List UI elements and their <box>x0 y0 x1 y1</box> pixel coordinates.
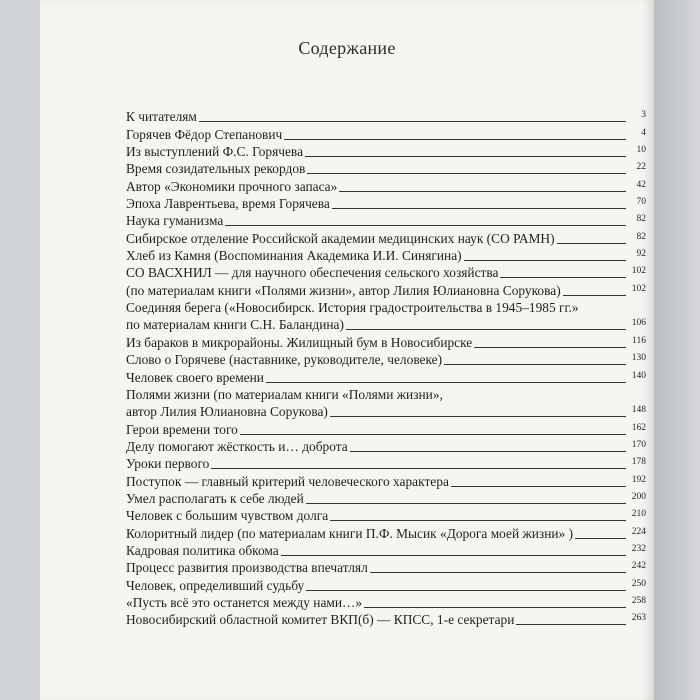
toc-entry-title: Горячев Фёдор Степанович <box>126 126 283 142</box>
toc-page-number: 148 <box>631 405 646 416</box>
toc-page-number: 42 <box>636 179 646 190</box>
toc-entry <box>126 575 646 592</box>
toc-entry <box>126 298 646 315</box>
toc-leader-line <box>330 416 626 417</box>
toc-entry <box>126 402 646 419</box>
toc-entry-title: Соединяя берега («Новосибирск. История градостроительства в 1945–1985 гг.» <box>126 300 579 316</box>
toc-page-number: 130 <box>631 353 646 364</box>
toc-entry <box>126 142 646 159</box>
toc-entry-title: Поступок — главный критерий человеческого характера <box>126 473 449 489</box>
toc-leader-line <box>557 243 626 244</box>
toc-page-number: 82 <box>636 231 646 242</box>
toc-entry-title: К читателям <box>126 109 197 125</box>
book-page <box>40 0 654 700</box>
toc-leader-line <box>575 538 626 539</box>
toc-entry-title: Колоритный лидер (по материалам книги П.Ф. Мысик «Дорога моей жизни» ) <box>126 525 574 541</box>
toc-entry <box>126 454 646 471</box>
toc-entry-title: Из бараков в микрорайоны. Жилищный бум в Новосибирске <box>126 334 473 350</box>
toc-entry <box>126 471 646 488</box>
toc-entry-title: Полями жизни (по материалам книги «Полями жизни», <box>126 386 443 402</box>
toc-entry-title: Уроки первого <box>126 456 210 472</box>
toc-page-number: 106 <box>631 318 646 329</box>
toc-leader-line <box>332 208 626 209</box>
table-of-contents <box>126 107 646 627</box>
toc-entry <box>126 489 646 506</box>
toc-leader-line <box>350 451 626 452</box>
toc-entry-title: Герои времени того <box>126 421 238 437</box>
toc-leader-line <box>516 624 626 625</box>
toc-entry-title: (по материалам книги «Полями жизни», автор Лилия Юлиановна Сорукова) <box>126 282 561 298</box>
toc-entry <box>126 159 646 176</box>
toc-entry-title: Время созидательных рекордов <box>126 161 306 177</box>
toc-leader-line <box>306 590 626 591</box>
toc-page-number: 242 <box>631 561 646 572</box>
toc-entry <box>126 124 646 141</box>
toc-entry-title: Наука гуманизма <box>126 213 224 229</box>
toc-entry-title: Делу помогают жёсткость и… доброта <box>126 438 348 454</box>
toc-entry-title: Человек, определивший судьбу <box>126 577 305 593</box>
toc-entry-title: «Пусть всё это останется между нами…» <box>126 594 363 610</box>
toc-page-number: 192 <box>631 474 646 485</box>
toc-page-number: 258 <box>631 595 646 606</box>
toc-entry <box>126 506 646 523</box>
toc-page-number: 162 <box>631 422 646 433</box>
toc-entry <box>126 332 646 349</box>
toc-entry-title: Эпоха Лаврентьева, время Горячева <box>126 196 330 212</box>
toc-leader-line <box>306 503 626 504</box>
toc-leader-line <box>211 468 626 469</box>
toc-entry <box>126 246 646 263</box>
toc-entry-title: по материалам книги С.Н. Баландина) <box>126 317 344 333</box>
toc-entry <box>126 315 646 332</box>
page-title: Содержание <box>298 38 396 58</box>
toc-entry-title: автор Лилия Юлиановна Сорукова) <box>126 404 328 420</box>
toc-page-number: 82 <box>636 214 646 225</box>
toc-entry <box>126 367 646 384</box>
toc-page-number: 140 <box>631 370 646 381</box>
toc-leader-line <box>266 382 626 383</box>
toc-page-number: 102 <box>631 283 646 294</box>
toc-entry <box>126 228 646 245</box>
toc-page-number: 92 <box>636 249 646 260</box>
toc-entry <box>126 610 646 627</box>
toc-page-number: 170 <box>631 439 646 450</box>
toc-leader-line <box>500 277 626 278</box>
toc-leader-line <box>225 225 626 226</box>
toc-leader-line <box>305 156 626 157</box>
toc-page-number: 22 <box>636 162 646 173</box>
toc-page-number: 70 <box>636 197 646 208</box>
toc-page-number: 232 <box>631 543 646 554</box>
toc-page-number: 178 <box>631 457 646 468</box>
toc-page-number: 116 <box>632 335 646 346</box>
toc-leader-line <box>307 173 626 174</box>
toc-leader-line <box>330 520 626 521</box>
toc-entry <box>126 437 646 454</box>
toc-entry-title: Хлеб из Камня (Воспоминания Академика И.И. Синягина) <box>126 248 462 264</box>
toc-leader-line <box>451 486 626 487</box>
toc-page-number: 3 <box>641 110 646 121</box>
toc-entry-title: Из выступлений Ф.С. Горячева <box>126 144 304 160</box>
toc-leader-line <box>370 572 626 573</box>
toc-page-number: 4 <box>641 127 646 138</box>
toc-leader-line <box>474 347 626 348</box>
toc-entry <box>126 263 646 280</box>
toc-page-number: 224 <box>631 526 646 537</box>
toc-leader-line <box>563 295 626 296</box>
toc-entry-title: Процесс развития производства впечатлял <box>126 560 368 576</box>
toc-entry <box>126 523 646 540</box>
toc-entry-title: СО ВАСХНИЛ — для научного обеспечения сельского хозяйства <box>126 265 499 281</box>
toc-entry <box>126 541 646 558</box>
toc-leader-line <box>339 191 626 192</box>
toc-entry <box>126 558 646 575</box>
toc-entry <box>126 176 646 193</box>
toc-entry <box>126 194 646 211</box>
toc-entry <box>126 211 646 228</box>
toc-entry-title: Сибирское отделение Российской академии медицинских наук (СО РАМН) <box>126 230 555 246</box>
toc-entry <box>126 385 646 402</box>
toc-page-number: 210 <box>631 509 646 520</box>
toc-entry <box>126 280 646 297</box>
toc-entry <box>126 350 646 367</box>
toc-entry-title: Слово о Горячеве (наставнике, руководителе, человеке) <box>126 352 443 368</box>
toc-entry-title: Умел располагать к себе людей <box>126 490 304 506</box>
toc-leader-line <box>464 260 626 261</box>
toc-leader-line <box>346 329 626 330</box>
toc-entry <box>126 419 646 436</box>
toc-entry-title: Новосибирский областной комитет ВКП(б) — КПСС, 1-е секретари <box>126 612 515 628</box>
toc-page-number: 263 <box>631 613 646 624</box>
toc-entry <box>126 107 646 124</box>
toc-page-number: 200 <box>631 491 646 502</box>
toc-leader-line <box>281 555 626 556</box>
toc-entry-title: Автор «Экономики прочного запаса» <box>126 178 338 194</box>
toc-entry-title: Человек с большим чувством долга <box>126 508 329 524</box>
toc-page-number: 10 <box>636 145 646 156</box>
toc-leader-line <box>444 364 626 365</box>
toc-leader-line <box>284 139 626 140</box>
toc-page-number: 102 <box>631 266 646 277</box>
toc-leader-line <box>199 121 626 122</box>
toc-leader-line <box>364 607 626 608</box>
toc-entry <box>126 593 646 610</box>
page-edge-shadow <box>654 0 700 700</box>
toc-page-number: 250 <box>631 578 646 589</box>
toc-entry-title: Человек своего времени <box>126 369 264 385</box>
toc-leader-line <box>240 434 626 435</box>
toc-entry-title: Кадровая политика обкома <box>126 542 279 558</box>
